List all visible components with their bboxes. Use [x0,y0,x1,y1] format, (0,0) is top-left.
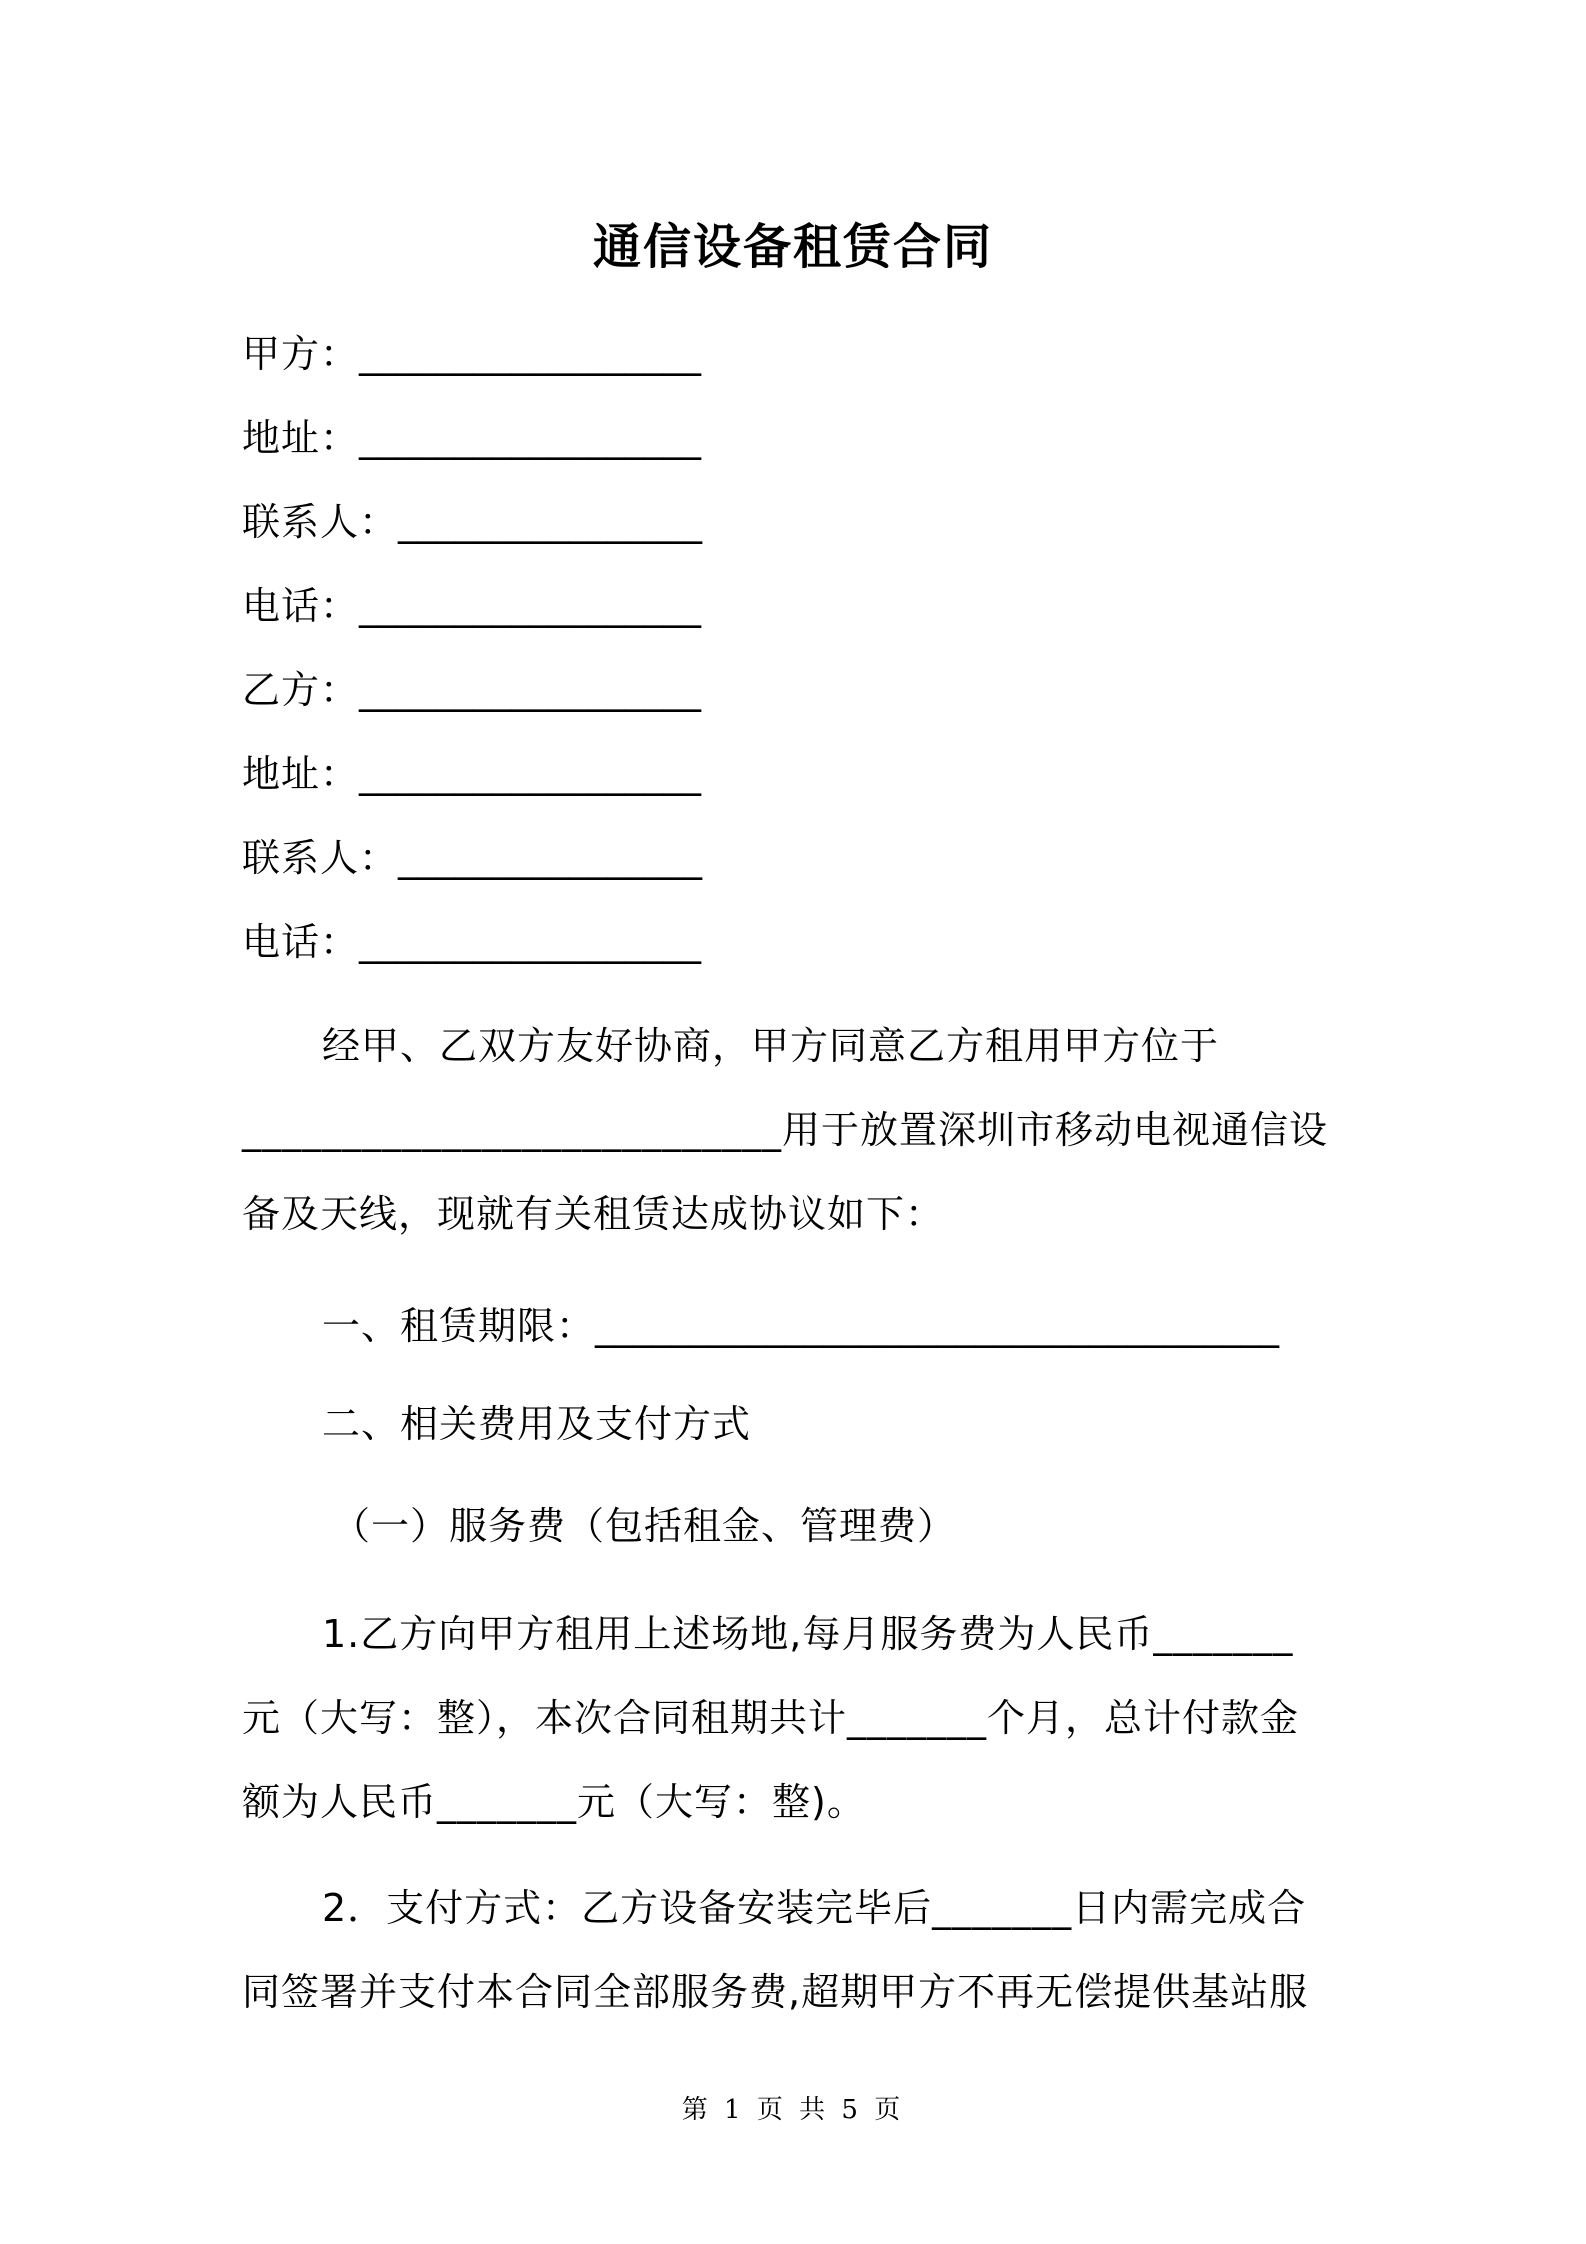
party-b-name-label: 乙方： [242,668,360,712]
party-b-contact-line [242,828,702,888]
party-a-address-label: 地址： [242,416,360,460]
section-1-blank: ____________________________________ [595,1304,1280,1348]
party-b-contact-label: 联系人： [242,836,399,880]
party-a-name-blank: __________________ [359,332,702,376]
intro-line-2: ___________________________用于放置深圳市移动电视通信设 [242,1108,1329,1152]
party-b-name-line [242,660,701,720]
item-2-line-2: 同签署并支付本合同全部服务费,超期甲方不再无偿提供基站服 [242,1970,1309,2014]
party-b-phone-line [242,912,701,972]
section-2-subheading: （一）服务费（包括租金、管理费） [332,1504,957,1548]
item-1-line-3: 额为人民币_______元（大写：整)。 [242,1780,866,1824]
section-1-label: 一、租赁期限： [322,1304,596,1348]
party-b-phone-label: 电话： [242,920,360,964]
party-a-phone-line [242,576,701,636]
section-1-line [322,1296,1279,1356]
party-a-contact-line [242,492,702,552]
item-1-line-2: 元（大写：整），本次合同租期共计_______个月，总计付款金 [242,1696,1300,1740]
party-a-phone-label: 电话： [242,584,360,628]
page-number-footer: 第 1 页 共 5 页 [681,2095,905,2125]
intro-line-3: 备及天线，现就有关租赁达成协议如下： [242,1192,945,1236]
item-2-line-1: 2．支付方式：乙方设备安装完毕后_______日内需完成合 [322,1886,1307,1930]
party-a-contact-blank: ________________ [398,500,703,544]
party-b-contact-blank: ________________ [398,836,703,880]
party-b-address-line [242,744,701,804]
party-a-address-line [242,408,701,468]
party-b-phone-blank: __________________ [359,920,702,964]
party-a-name-line [242,324,701,384]
party-b-address-label: 地址： [242,752,360,796]
section-2-heading: 二、相关费用及支付方式 [322,1402,752,1446]
party-b-address-blank: __________________ [359,752,702,796]
party-b-name-blank: __________________ [359,668,702,712]
document-title: 通信设备租赁合同 [592,219,993,275]
intro-line-1: 经甲、乙双方友好协商，甲方同意乙方租用甲方位于 [322,1024,1220,1068]
party-a-address-blank: __________________ [359,416,702,460]
party-a-phone-blank: __________________ [359,584,702,628]
item-1-line-1: 1.乙方向甲方租用上述场地,每月服务费为人民币_______ [322,1612,1294,1656]
party-a-contact-label: 联系人： [242,500,399,544]
party-a-name-label: 甲方： [242,332,360,376]
